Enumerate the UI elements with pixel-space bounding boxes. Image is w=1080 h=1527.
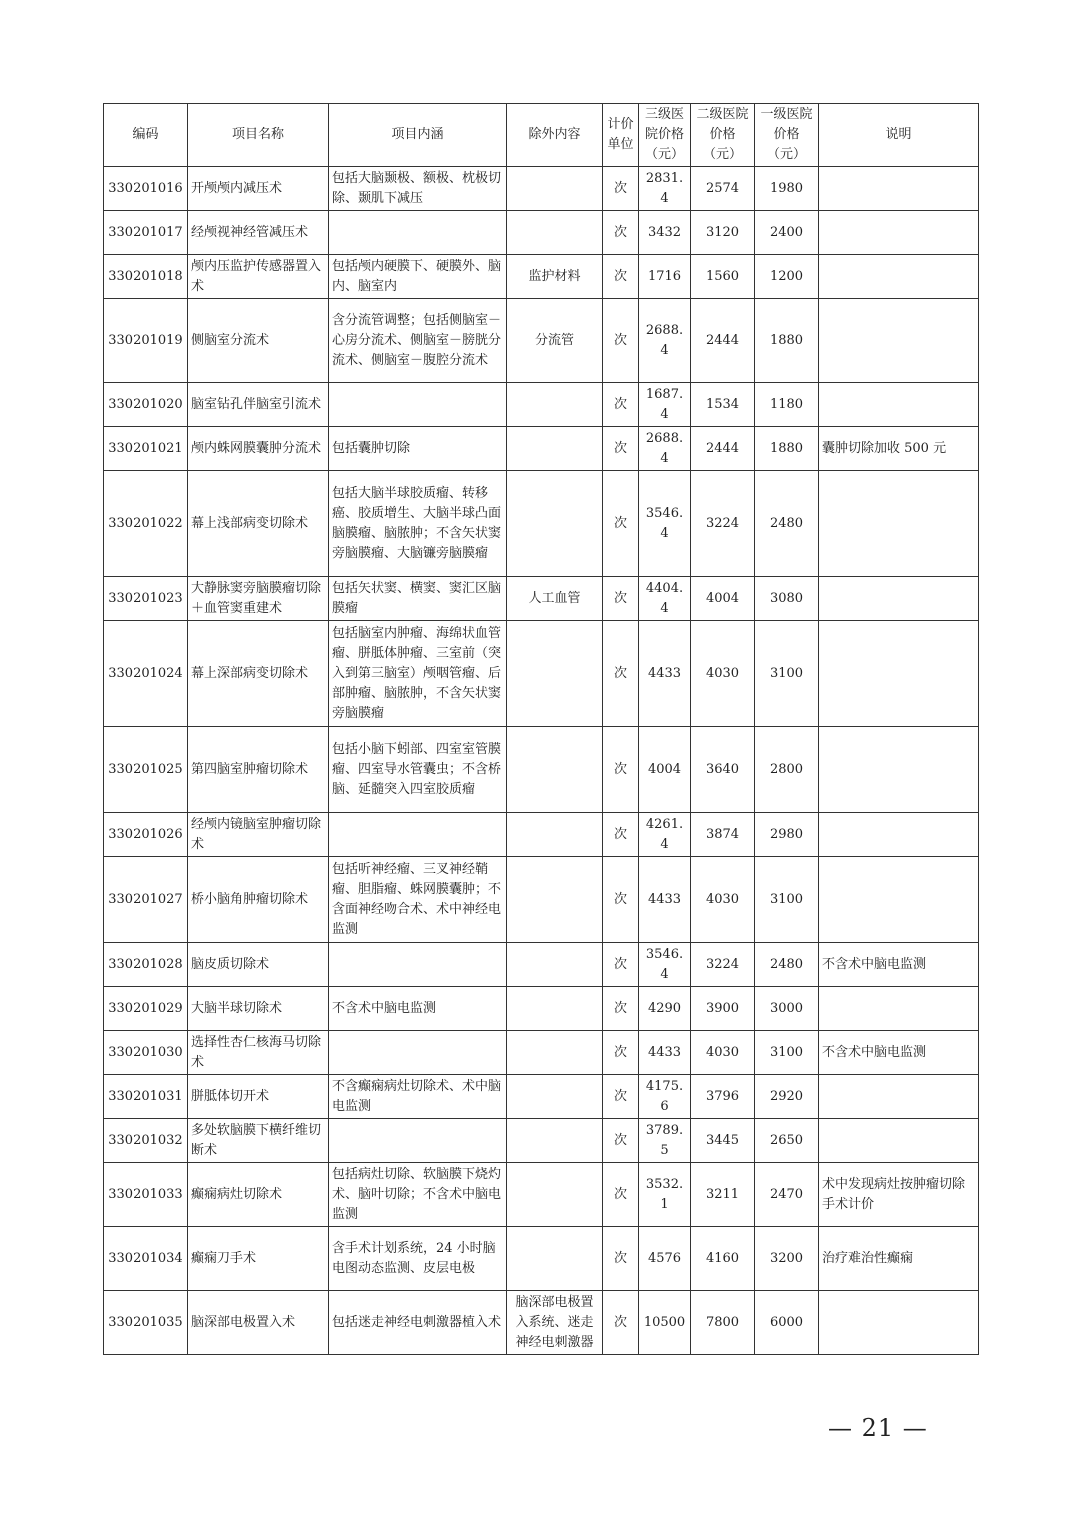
cell-content: [329, 1119, 507, 1163]
cell-unit: 次: [603, 727, 639, 813]
cell-name: 颅内压监护传感器置入术: [188, 255, 329, 299]
table-row: [104, 813, 979, 857]
cell-content: [329, 943, 507, 987]
cell-content: 包括大脑半球胶质瘤、转移癌、胶质增生、大脑半球凸面脑膜瘤、脑脓肿；不含矢状窦旁脑膜瘤、大脑镰旁脑膜瘤: [329, 471, 507, 577]
cell-p1: 3100: [755, 857, 819, 943]
header-code: 编码: [104, 104, 188, 167]
table-row: [104, 727, 979, 813]
cell-p3: 2688.4: [639, 299, 691, 383]
cell-excluded: 脑深部电极置入系统、迷走神经电刺激器: [507, 1291, 603, 1355]
cell-unit: 次: [603, 577, 639, 621]
cell-code: 330201020: [104, 383, 188, 427]
cell-content: [329, 211, 507, 255]
cell-note: [819, 211, 979, 255]
cell-p3: 10500: [639, 1291, 691, 1355]
cell-p1: 3000: [755, 987, 819, 1031]
cell-name: 脑室钻孔伴脑室引流术: [188, 383, 329, 427]
cell-code: 330201027: [104, 857, 188, 943]
cell-p1: 1180: [755, 383, 819, 427]
cell-code: 330201021: [104, 427, 188, 471]
cell-content: 包括病灶切除、软脑膜下烧灼术、脑叶切除；不含术中脑电监测: [329, 1163, 507, 1227]
cell-code: 330201018: [104, 255, 188, 299]
header-note: 说明: [819, 104, 979, 167]
cell-p2: 2574: [691, 167, 755, 211]
cell-excluded: [507, 987, 603, 1031]
cell-code: 330201030: [104, 1031, 188, 1075]
cell-name: 癫痫病灶切除术: [188, 1163, 329, 1227]
cell-p1: 3100: [755, 1031, 819, 1075]
cell-note: [819, 383, 979, 427]
table-header-row: [104, 104, 979, 167]
cell-unit: 次: [603, 211, 639, 255]
cell-code: 330201026: [104, 813, 188, 857]
cell-p3: 3789.5: [639, 1119, 691, 1163]
cell-name: 侧脑室分流术: [188, 299, 329, 383]
price-table: [103, 103, 979, 1355]
cell-unit: 次: [603, 1227, 639, 1291]
cell-p1: 1200: [755, 255, 819, 299]
cell-excluded: [507, 211, 603, 255]
cell-p3: 4004: [639, 727, 691, 813]
table-row: [104, 1031, 979, 1075]
cell-p2: 4030: [691, 1031, 755, 1075]
cell-note: [819, 1075, 979, 1119]
cell-p2: 1560: [691, 255, 755, 299]
cell-code: 330201034: [104, 1227, 188, 1291]
cell-p3: 4433: [639, 621, 691, 727]
cell-code: 330201017: [104, 211, 188, 255]
cell-p2: 3874: [691, 813, 755, 857]
cell-code: 330201022: [104, 471, 188, 577]
header-name: 项目名称: [188, 104, 329, 167]
cell-p1: 2800: [755, 727, 819, 813]
table-row: [104, 943, 979, 987]
cell-excluded: [507, 857, 603, 943]
cell-name: 开颅颅内减压术: [188, 167, 329, 211]
table-row: [104, 427, 979, 471]
cell-unit: 次: [603, 813, 639, 857]
cell-name: 幕上深部病变切除术: [188, 621, 329, 727]
cell-note: 囊肿切除加收 500 元: [819, 427, 979, 471]
cell-unit: 次: [603, 1031, 639, 1075]
table-row: [104, 1291, 979, 1355]
table-row: [104, 167, 979, 211]
table-row: [104, 1119, 979, 1163]
cell-excluded: 分流管: [507, 299, 603, 383]
cell-unit: 次: [603, 255, 639, 299]
cell-excluded: [507, 621, 603, 727]
cell-p2: 4030: [691, 857, 755, 943]
cell-p1: 2980: [755, 813, 819, 857]
table-row: [104, 1227, 979, 1291]
cell-excluded: [507, 727, 603, 813]
header-content: 项目内涵: [329, 104, 507, 167]
cell-unit: 次: [603, 943, 639, 987]
cell-excluded: [507, 943, 603, 987]
cell-name: 脑皮质切除术: [188, 943, 329, 987]
cell-name: 经颅视神经管减压术: [188, 211, 329, 255]
cell-note: [819, 1291, 979, 1355]
cell-p1: 2480: [755, 943, 819, 987]
cell-unit: 次: [603, 621, 639, 727]
header-unit: 计价单位: [603, 104, 639, 167]
cell-name: 颅内蛛网膜囊肿分流术: [188, 427, 329, 471]
table-row: [104, 987, 979, 1031]
cell-p3: 3532.1: [639, 1163, 691, 1227]
cell-note: [819, 813, 979, 857]
header-excluded: 除外内容: [507, 104, 603, 167]
cell-content: 不含术中脑电监测: [329, 987, 507, 1031]
cell-unit: 次: [603, 987, 639, 1031]
table-row: [104, 471, 979, 577]
header-price-level1: 一级医院价格（元）: [755, 104, 819, 167]
table-row: [104, 211, 979, 255]
cell-name: 第四脑室肿瘤切除术: [188, 727, 329, 813]
cell-name: 多处软脑膜下横纤维切断术: [188, 1119, 329, 1163]
cell-content: [329, 383, 507, 427]
cell-name: 胼胝体切开术: [188, 1075, 329, 1119]
table-row: [104, 383, 979, 427]
cell-note: [819, 471, 979, 577]
cell-p2: 2444: [691, 299, 755, 383]
page-number: — 21 —: [828, 1414, 928, 1442]
table-row: [104, 857, 979, 943]
cell-p3: 4404.4: [639, 577, 691, 621]
cell-excluded: [507, 167, 603, 211]
cell-note: [819, 255, 979, 299]
table-body: [104, 167, 979, 1355]
cell-name: 桥小脑角肿瘤切除术: [188, 857, 329, 943]
cell-name: 幕上浅部病变切除术: [188, 471, 329, 577]
cell-name: 经颅内镜脑室肿瘤切除术: [188, 813, 329, 857]
cell-unit: 次: [603, 1119, 639, 1163]
table-row: [104, 1163, 979, 1227]
cell-content: 包括小脑下蚓部、四室室管膜瘤、四室导水管囊虫；不含桥脑、延髓突入四室胶质瘤: [329, 727, 507, 813]
cell-unit: 次: [603, 471, 639, 577]
cell-p3: 4175.6: [639, 1075, 691, 1119]
table-row: [104, 299, 979, 383]
cell-note: [819, 727, 979, 813]
header-price-level3: 三级医院价格（元）: [639, 104, 691, 167]
cell-p3: 1716: [639, 255, 691, 299]
cell-p2: 4030: [691, 621, 755, 727]
cell-code: 330201024: [104, 621, 188, 727]
cell-p3: 2688.4: [639, 427, 691, 471]
cell-code: 330201016: [104, 167, 188, 211]
cell-excluded: [507, 1227, 603, 1291]
cell-code: 330201029: [104, 987, 188, 1031]
cell-excluded: [507, 1031, 603, 1075]
cell-p2: 2444: [691, 427, 755, 471]
cell-p3: 4261.4: [639, 813, 691, 857]
cell-content: 不含癫痫病灶切除术、术中脑电监测: [329, 1075, 507, 1119]
cell-excluded: [507, 383, 603, 427]
cell-p2: 3120: [691, 211, 755, 255]
cell-code: 330201025: [104, 727, 188, 813]
header-price-level2: 二级医院价格（元）: [691, 104, 755, 167]
cell-p2: 1534: [691, 383, 755, 427]
cell-p1: 2470: [755, 1163, 819, 1227]
cell-code: 330201033: [104, 1163, 188, 1227]
cell-content: 含手术计划系统，24 小时脑电图动态监测、皮层电极: [329, 1227, 507, 1291]
cell-unit: 次: [603, 427, 639, 471]
cell-p2: 3224: [691, 471, 755, 577]
cell-p3: 4433: [639, 857, 691, 943]
cell-note: [819, 299, 979, 383]
cell-p3: 1687.4: [639, 383, 691, 427]
cell-unit: 次: [603, 383, 639, 427]
cell-p2: 3900: [691, 987, 755, 1031]
cell-note: [819, 577, 979, 621]
cell-content: 包括大脑颞极、额极、枕极切除、颞肌下减压: [329, 167, 507, 211]
cell-name: 大静脉窦旁脑膜瘤切除＋血管窦重建术: [188, 577, 329, 621]
cell-code: 330201019: [104, 299, 188, 383]
cell-excluded: [507, 1163, 603, 1227]
cell-name: 脑深部电极置入术: [188, 1291, 329, 1355]
cell-unit: 次: [603, 1163, 639, 1227]
cell-content: [329, 1031, 507, 1075]
cell-note: [819, 621, 979, 727]
cell-p3: 3546.4: [639, 943, 691, 987]
cell-note: 治疗难治性癫痫: [819, 1227, 979, 1291]
cell-note: [819, 167, 979, 211]
cell-note: 不含术中脑电监测: [819, 1031, 979, 1075]
cell-content: 包括听神经瘤、三叉神经鞘瘤、胆脂瘤、蛛网膜囊肿；不含面神经吻合术、术中神经电监测: [329, 857, 507, 943]
cell-excluded: [507, 427, 603, 471]
cell-excluded: 人工血管: [507, 577, 603, 621]
cell-p2: 3445: [691, 1119, 755, 1163]
cell-p1: 3080: [755, 577, 819, 621]
cell-note: [819, 857, 979, 943]
cell-note: 术中发现病灶按肿瘤切除手术计价: [819, 1163, 979, 1227]
cell-p2: 3640: [691, 727, 755, 813]
table-row: [104, 577, 979, 621]
cell-p3: 4433: [639, 1031, 691, 1075]
cell-p1: 2480: [755, 471, 819, 577]
cell-content: 包括颅内硬膜下、硬膜外、脑内、脑室内: [329, 255, 507, 299]
cell-p2: 7800: [691, 1291, 755, 1355]
cell-excluded: [507, 1119, 603, 1163]
cell-p1: 2920: [755, 1075, 819, 1119]
cell-p1: 1880: [755, 299, 819, 383]
table-row: [104, 1075, 979, 1119]
cell-content: 含分流管调整；包括侧脑室－心房分流术、侧脑室－膀胱分流术、侧脑室－腹腔分流术: [329, 299, 507, 383]
cell-content: 包括矢状窦、横窦、窦汇区脑膜瘤: [329, 577, 507, 621]
cell-p2: 3211: [691, 1163, 755, 1227]
cell-code: 330201023: [104, 577, 188, 621]
cell-name: 癫痫刀手术: [188, 1227, 329, 1291]
cell-content: 包括囊肿切除: [329, 427, 507, 471]
table-row: [104, 255, 979, 299]
cell-content: [329, 813, 507, 857]
cell-p2: 3796: [691, 1075, 755, 1119]
cell-content: 包括迷走神经电刺激器植入术: [329, 1291, 507, 1355]
cell-p1: 1880: [755, 427, 819, 471]
cell-excluded: 监护材料: [507, 255, 603, 299]
cell-unit: 次: [603, 299, 639, 383]
cell-code: 330201032: [104, 1119, 188, 1163]
cell-note: 不含术中脑电监测: [819, 943, 979, 987]
cell-p1: 2650: [755, 1119, 819, 1163]
cell-p3: 3546.4: [639, 471, 691, 577]
cell-p1: 3200: [755, 1227, 819, 1291]
cell-p2: 4004: [691, 577, 755, 621]
cell-excluded: [507, 813, 603, 857]
cell-excluded: [507, 1075, 603, 1119]
cell-p3: 3432: [639, 211, 691, 255]
cell-note: [819, 987, 979, 1031]
cell-p2: 4160: [691, 1227, 755, 1291]
cell-unit: 次: [603, 857, 639, 943]
table-row: [104, 621, 979, 727]
cell-content: 包括脑室内肿瘤、海绵状血管瘤、胼胝体肿瘤、三室前（突入到第三脑室）颅咽管瘤、后部肿瘤、脑脓肿，不含矢状窦旁脑膜瘤: [329, 621, 507, 727]
cell-p3: 4576: [639, 1227, 691, 1291]
cell-code: 330201028: [104, 943, 188, 987]
cell-name: 大脑半球切除术: [188, 987, 329, 1031]
cell-p3: 4290: [639, 987, 691, 1031]
cell-p1: 1980: [755, 167, 819, 211]
cell-p1: 3100: [755, 621, 819, 727]
cell-p3: 2831.4: [639, 167, 691, 211]
cell-unit: 次: [603, 1075, 639, 1119]
cell-code: 330201035: [104, 1291, 188, 1355]
cell-p1: 6000: [755, 1291, 819, 1355]
cell-excluded: [507, 471, 603, 577]
cell-name: 选择性杏仁核海马切除术: [188, 1031, 329, 1075]
cell-unit: 次: [603, 1291, 639, 1355]
cell-p1: 2400: [755, 211, 819, 255]
cell-code: 330201031: [104, 1075, 188, 1119]
cell-note: [819, 1119, 979, 1163]
cell-unit: 次: [603, 167, 639, 211]
cell-p2: 3224: [691, 943, 755, 987]
